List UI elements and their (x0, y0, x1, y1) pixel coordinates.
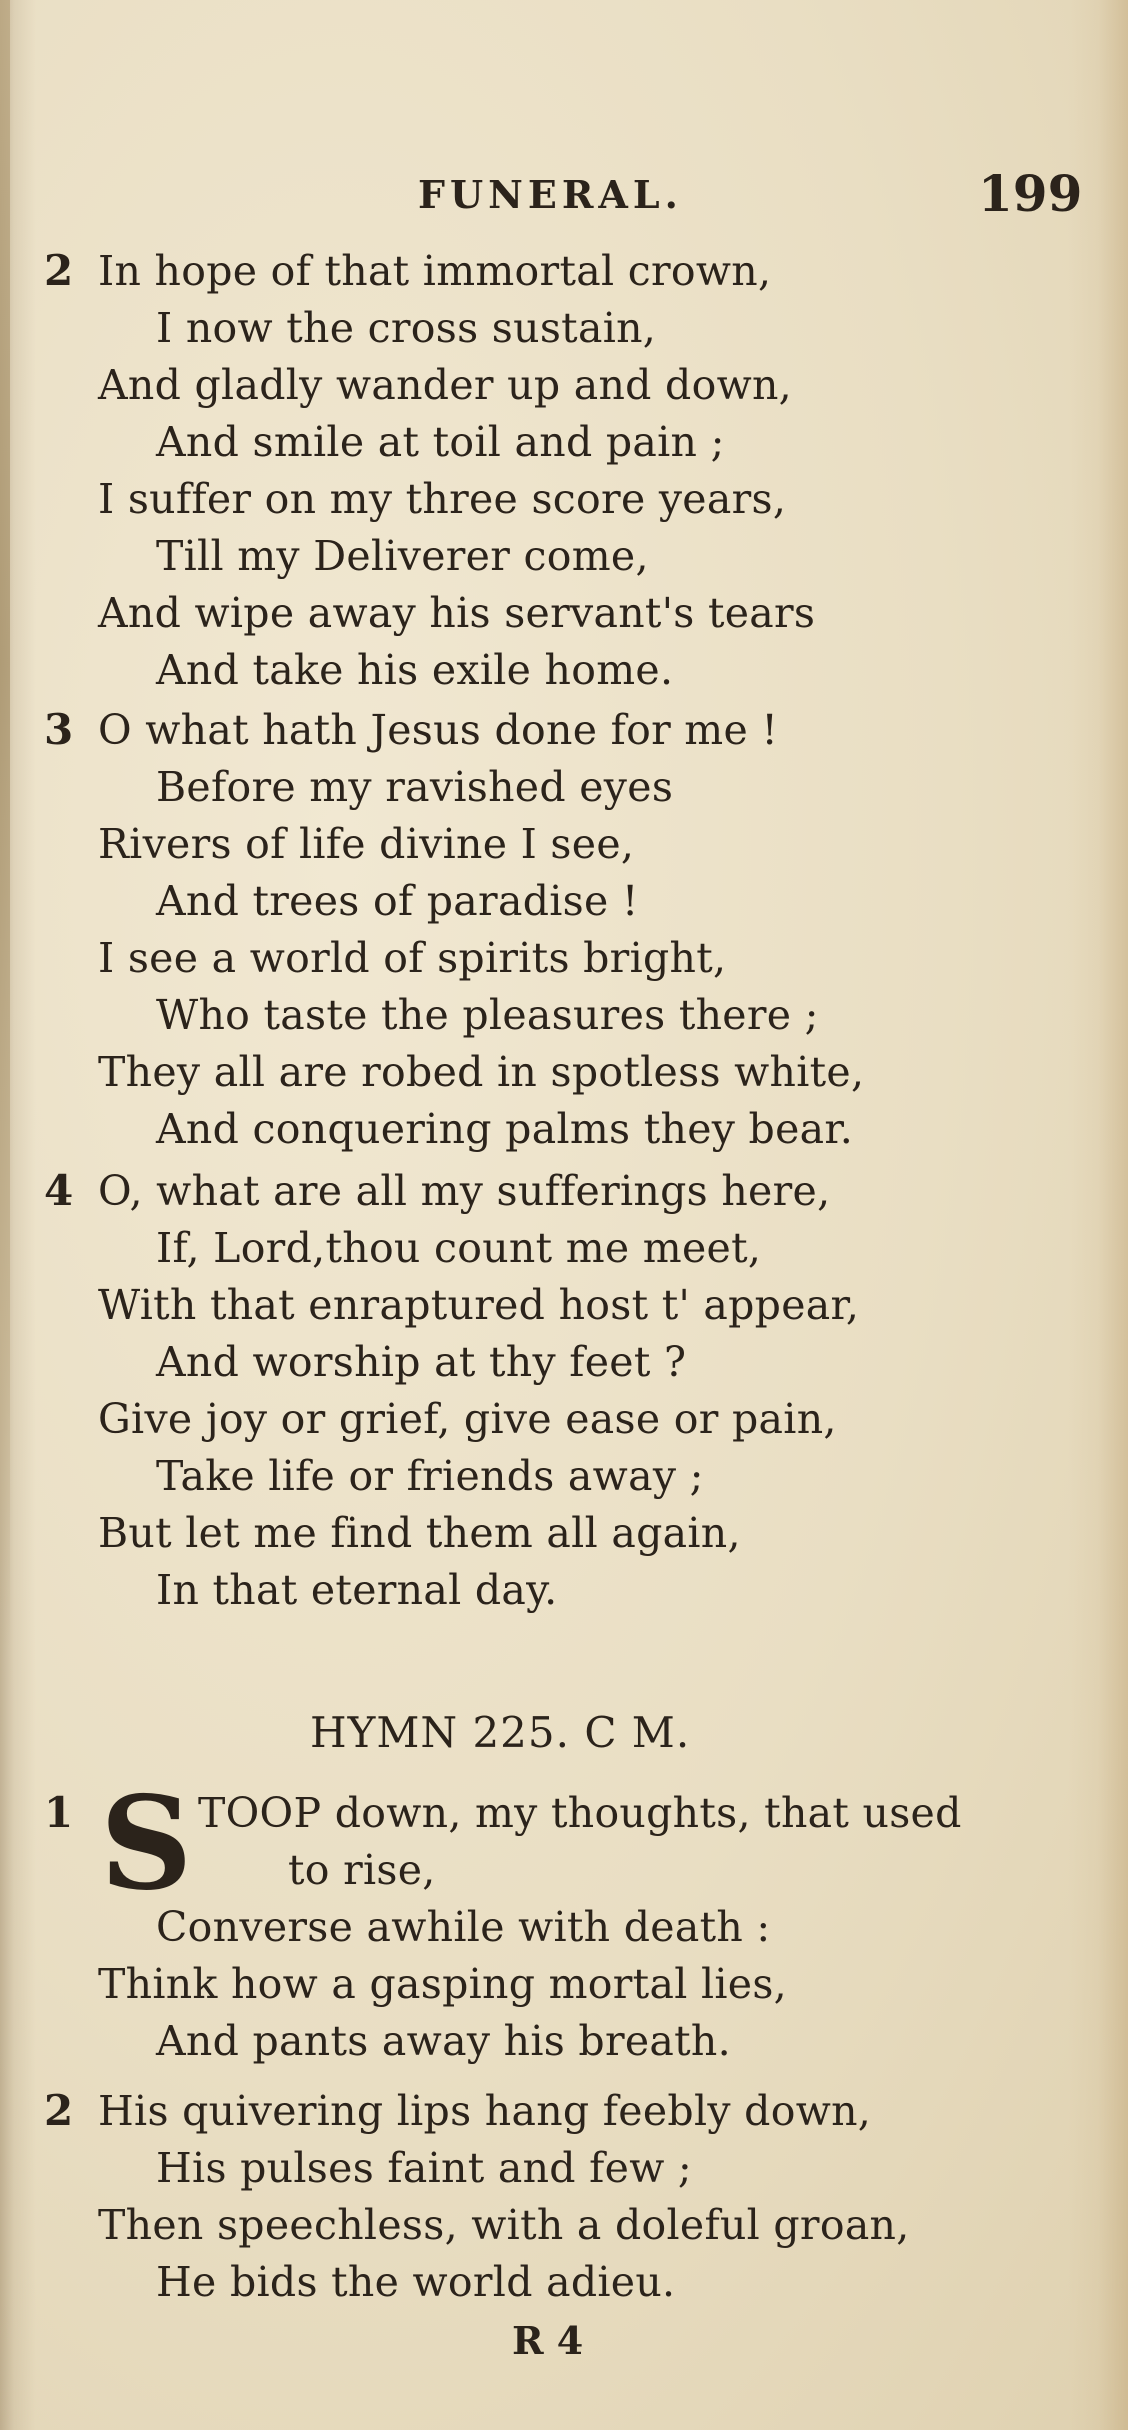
verse-number: 2 (44, 2086, 74, 2135)
verse-line: And wipe away his servant's tears (98, 589, 816, 637)
verse-line: Take life or friends away ; (156, 1452, 704, 1500)
verse-number: 1 (44, 1788, 74, 1837)
verse-line: I now the cross sustain, (156, 304, 657, 352)
verse-line: But let me find them all again, (98, 1509, 741, 1557)
verse-line: If, Lord,thou count me meet, (156, 1224, 762, 1272)
verse-line: With that enraptured host t' appear, (98, 1281, 860, 1329)
verse-number: 4 (44, 1166, 74, 1215)
verse-line: They all are robed in spotless white, (98, 1048, 865, 1096)
verse-line: In that eternal day. (156, 1566, 558, 1614)
verse-line: And trees of paradise ! (156, 877, 639, 925)
verse-line: O what hath Jesus done for me ! (98, 706, 779, 754)
page-edge-shadow (0, 0, 10, 1660)
verse-line: I suffer on my three score years, (98, 475, 787, 523)
signature-mark: R 4 (512, 2318, 584, 2363)
verse-line: And conquering palms they bear. (156, 1105, 854, 1153)
verse-line: His pulses faint and few ; (156, 2144, 693, 2192)
verse-line: And worship at thy feet ? (156, 1338, 687, 1386)
verse-line: In hope of that immortal crown, (98, 247, 772, 295)
verse-line: Think how a gasping mortal lies, (98, 1960, 788, 2008)
verse-line: He bids the world adieu. (156, 2258, 676, 2306)
page-number: 199 (978, 164, 1083, 223)
hymn-title: HYMN 225. C M. (310, 1708, 691, 1757)
verse-line: Rivers of life divine I see, (98, 820, 635, 868)
verse-line: And pants away his breath. (156, 2017, 731, 2065)
running-title: FUNERAL. (418, 172, 683, 217)
verse-line: O, what are all my sufferings here, (98, 1167, 831, 1215)
verse-line: TOOP down, my thoughts, that used (198, 1789, 962, 1837)
verse-number: 3 (44, 705, 74, 754)
verse-line: to rise, (288, 1846, 436, 1894)
verse-line: Till my Deliverer come, (156, 532, 649, 580)
verse-line: And take his exile home. (156, 646, 674, 694)
verse-line: His quivering lips hang feebly down, (98, 2087, 872, 2135)
page-header (0, 160, 1128, 223)
verse-line: And gladly wander up and down, (98, 361, 793, 409)
verse-line: Converse awhile with death : (156, 1903, 771, 1951)
verse-number: 2 (44, 246, 74, 295)
verse-line: Give joy or grief, give ease or pain, (98, 1395, 837, 1443)
drop-cap: S (100, 1769, 193, 1919)
verse-line: Who taste the pleasures there ; (156, 991, 819, 1039)
verse-line: And smile at toil and pain ; (156, 418, 725, 466)
verse-line: Then speechless, with a doleful groan, (98, 2201, 910, 2249)
verse-line: I see a world of spirits bright, (98, 934, 727, 982)
verse-line: Before my ravished eyes (156, 763, 674, 811)
